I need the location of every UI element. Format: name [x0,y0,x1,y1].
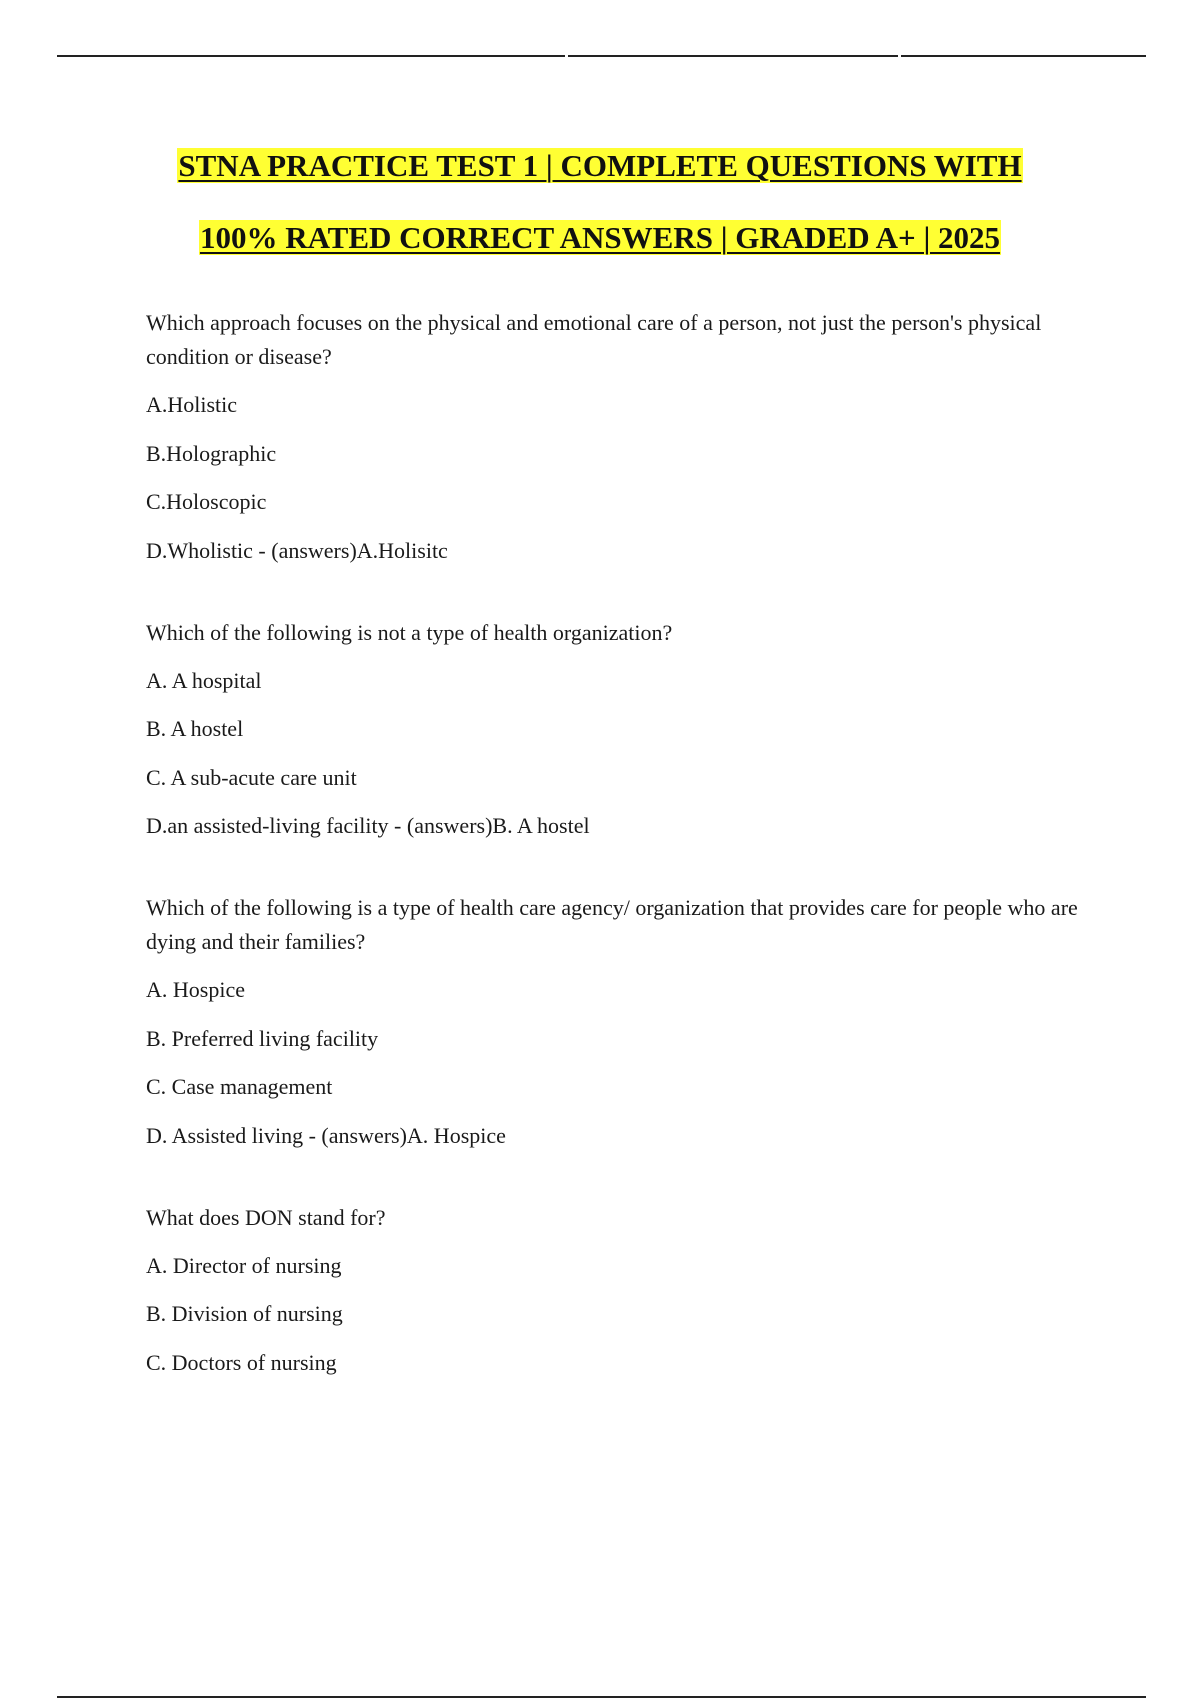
header-rule-middle [568,55,898,57]
question-block-2 [146,616,1096,844]
option-b: B.Holographic [146,440,277,466]
question-block-3 [146,891,1096,1153]
question-text: What does DON stand for? [146,1204,386,1230]
footer-rule [57,1696,1146,1698]
option-d-with-answer: D.Wholistic - (answers)A.Holisitc [146,537,448,563]
question-block-1 [146,306,1096,568]
title-line-2: 100% RATED CORRECT ANSWERS | GRADED A+ | 2025 [199,220,1001,255]
question-block-4 [146,1201,1096,1380]
option-b: B. Preferred living facility [146,1025,379,1051]
option-b: B. Division of nursing [146,1301,343,1326]
header-rule-right [901,55,1146,57]
option-a: A. A hospital [146,667,262,693]
question-text: Which of the following is a type of health care agency/ organization that provides care for people who are dying and their families? [146,895,1078,954]
option-c: C. A sub-acute care unit [146,764,357,790]
option-a: A. Director of nursing [146,1252,342,1278]
option-b: B. A hostel [146,716,244,741]
option-c: C. Case management [146,1074,333,1099]
option-c: C. Doctors of nursing [146,1349,337,1375]
option-d-with-answer: D. Assisted living - (answers)A. Hospice [146,1122,506,1148]
question-list [146,306,1096,1428]
document-title [0,140,1200,284]
title-line-1: STNA PRACTICE TEST 1 | COMPLETE QUESTIONS WITH [178,148,1022,183]
question-text: Which approach focuses on the physical and emotional care of a person, not just the person's physical condition or disease? [146,310,1042,369]
option-d-with-answer: D.an assisted-living facility - (answers)B. A hostel [146,813,590,838]
option-a: A.Holistic [146,392,238,417]
option-c: C.Holoscopic [146,489,267,514]
question-text: Which of the following is not a type of health organization? [146,619,673,645]
header-rule-left [57,55,565,57]
option-a: A. Hospice [146,977,245,1002]
